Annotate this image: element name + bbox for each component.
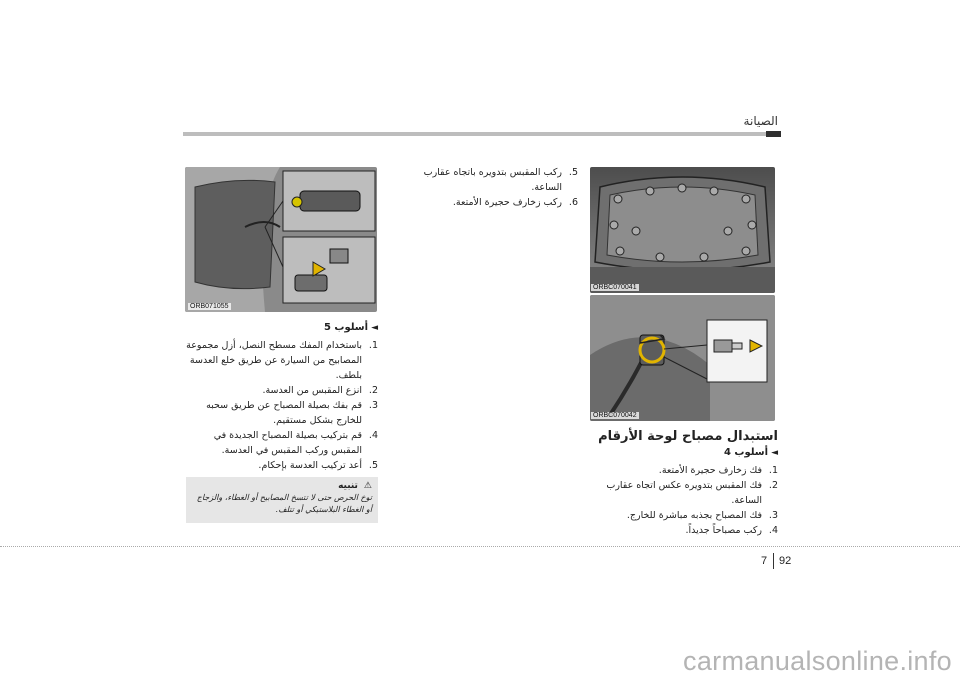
triangle-marker-icon: ◄	[371, 323, 378, 333]
footer-rule	[0, 546, 960, 547]
list-item: 5. ركب المقبس بتدويره باتجاه عقارب الساعة.	[423, 167, 578, 193]
watermark-logo: carmanualsonline.info	[683, 646, 952, 676]
rear-hatch-image-code: ORB071055	[190, 303, 229, 310]
warning-triangle-icon: ⚠	[363, 481, 372, 491]
list-item: 1. باستخدام المفك مسطح النصل، أزل مجموعة المصابيح من السيارة عن طريق خلع العدسة بلطف.	[186, 340, 378, 381]
caution-box	[186, 477, 378, 523]
list-item: 3. فك المصباح بجذبه مباشرة للخارج.	[626, 510, 778, 521]
bulb-socket-illustration	[590, 295, 775, 421]
page-header-title: الصيانة	[743, 114, 778, 128]
trunk-lid-illustration	[590, 167, 775, 293]
list-item: 3. قم بفك بصيلة المصباح عن طريق سحبه للخارج بشكل مستقيم.	[206, 400, 378, 426]
top-steps	[390, 165, 578, 210]
list-item: 1. فك زخارف حجيرة الأمتعة.	[658, 465, 778, 476]
list-item: 2. فك المقبس بتدويره عكس اتجاه عقارب الساعة.	[606, 480, 778, 506]
list-item: 4. ركب مصباحاً جديداً.	[685, 525, 778, 536]
page-number-separator	[773, 553, 774, 569]
list-item: 4. قم بتركيب بصيلة المصباح الجديدة في المقبس وركب المقبس في العدسة.	[213, 430, 378, 456]
trunk-lid-image-code: ORBC070041	[593, 284, 637, 291]
type4-heading: ◄أسلوب 4	[723, 447, 778, 458]
list-item: 2. انزع المقبس من العدسة.	[262, 385, 378, 396]
license-plate-lamp-section	[590, 429, 778, 538]
header-rule-accent	[766, 131, 781, 137]
list-item: 5. أعد تركيب العدسة بإحكام.	[258, 460, 378, 471]
type5-heading: ◄أسلوب 5	[323, 322, 378, 333]
caution-text: توخ الحرص حتى لا تتسخ المصابيح أو الغطاء، والزجاج أو الغطاء البلاستيكي أو تتلف.	[196, 493, 372, 514]
page-number: 92	[779, 555, 792, 567]
section-title: استبدال مصباح لوحة الأرقام	[598, 429, 778, 444]
type5-section	[186, 320, 378, 473]
caution-heading: ⚠ تنبيه	[338, 481, 372, 491]
list-item: 6. ركب زخارف حجيرة الأمتعة.	[452, 197, 578, 208]
triangle-marker-icon: ◄	[771, 448, 778, 458]
header-rule	[183, 132, 766, 136]
rear-hatch-illustration	[185, 167, 377, 312]
bulb-socket-image-code: ORBC070042	[593, 412, 637, 419]
page-chapter-number: 7	[761, 555, 768, 567]
